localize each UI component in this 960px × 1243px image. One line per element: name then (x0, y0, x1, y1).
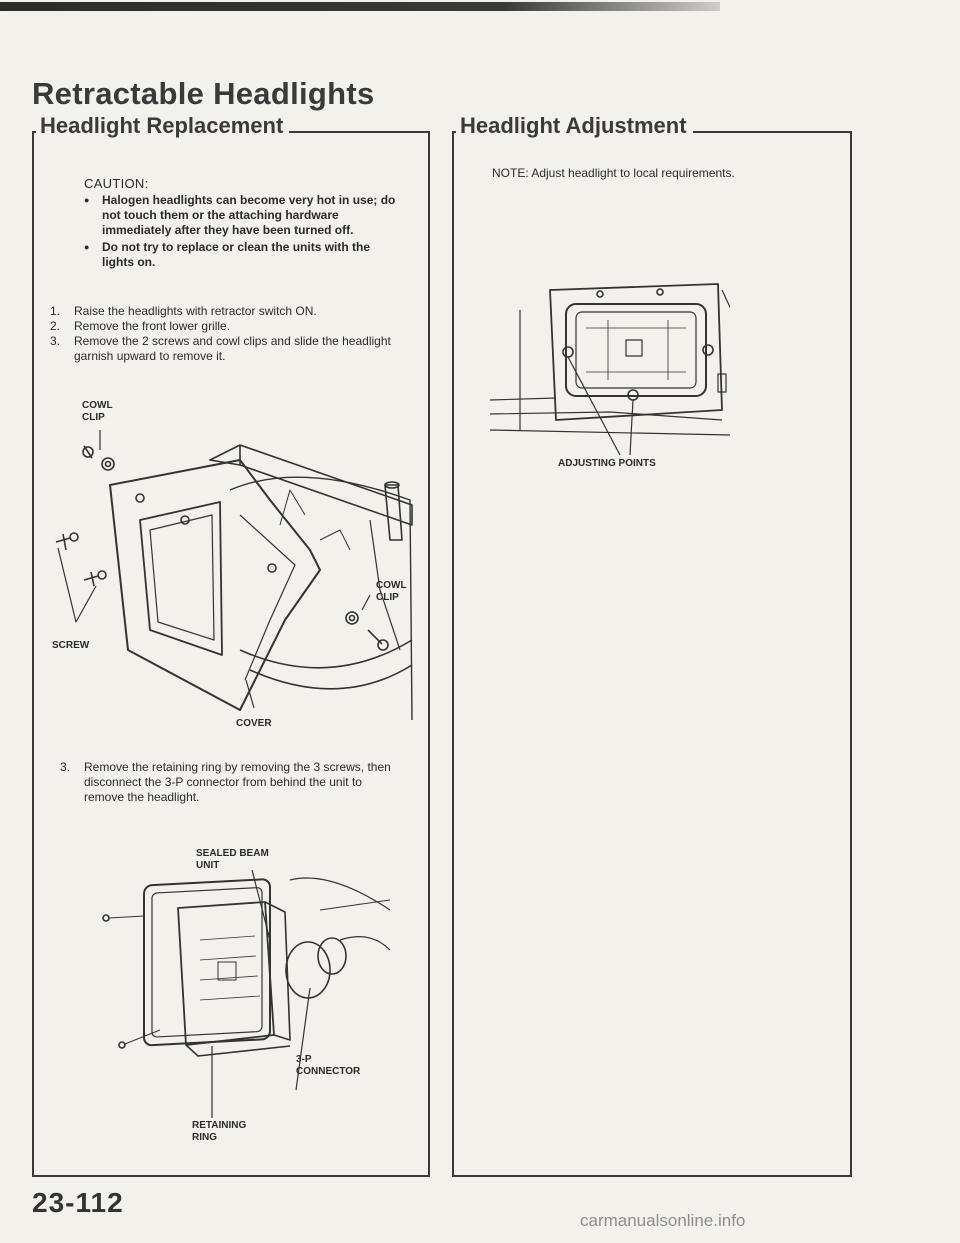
caution-block (84, 176, 404, 272)
steps-list (50, 304, 400, 364)
step-text: Remove the retaining ring by removing the 3 screws, then disconnect the 3-P connector from behind the unit to remove the headlight. (84, 760, 391, 804)
step-item (50, 334, 400, 364)
step-item (60, 760, 400, 805)
caution-item: ● Halogen headlights can become very hot in use; do not touch them or the attaching hardware immediately after they have been turned off. (84, 193, 404, 238)
step-number: 1. (50, 304, 61, 318)
step-item (50, 319, 400, 334)
replacement-heading: Headlight Replacement (36, 113, 289, 139)
step-item (50, 304, 400, 319)
step-number: 2. (50, 319, 61, 333)
page-number: 23-112 (32, 1187, 124, 1218)
label-3p-connector: 3-P CONNECTOR (296, 1054, 361, 1077)
caution-heading: CAUTION: (84, 176, 149, 191)
page-title: Retractable Headlights (32, 76, 375, 111)
adjustment-note: NOTE: Adjust headlight to local requirements. (492, 166, 735, 180)
label-cowl-clip-right: COWL CLIP (376, 580, 407, 603)
step-text: Raise the headlights with retractor switch ON. (74, 304, 317, 318)
adjustment-heading: Headlight Adjustment (456, 113, 693, 139)
label-cowl-clip-top: COWL CLIP (82, 400, 113, 423)
sealed-beam-diagram (60, 850, 400, 1140)
step-text: Remove the 2 screws and cowl clips and slide the headlight garnish upward to remove it. (74, 334, 391, 363)
label-cover: COVER (236, 718, 272, 729)
top-bar (0, 0, 960, 14)
step-number: 3. (60, 760, 71, 774)
label-retaining-ring: RETAINING RING (192, 1120, 247, 1143)
watermark: carmanualsonline.info (580, 1211, 746, 1230)
label-screw: SCREW (52, 640, 90, 651)
label-sealed-beam-unit: SEALED BEAM UNIT (196, 848, 269, 871)
garnish-removal-diagram (40, 390, 420, 720)
headlight-adjustment-diagram (490, 270, 730, 460)
caution-item: ● Do not try to replace or clean the units with the lights on. (84, 240, 404, 270)
label-adjusting-points: ADJUSTING POINTS (558, 458, 656, 469)
step-text: Remove the front lower grille. (74, 319, 231, 333)
step-number: 3. (50, 334, 61, 348)
caution-list (84, 193, 404, 270)
